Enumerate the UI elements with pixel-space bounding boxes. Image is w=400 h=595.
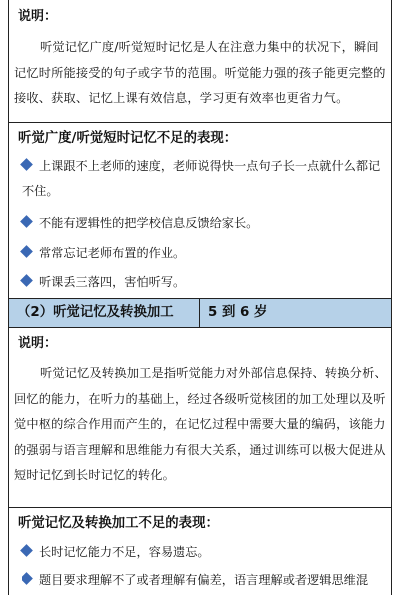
list-item: 长时记忆能力不足，容易遗忘。 [22, 540, 386, 565]
section-title: （2）听觉记忆及转换加工 [17, 305, 174, 320]
description-paragraph: 听觉记忆及转换加工是指听觉能力对外部信息保持、转换分析、回忆的能力，在听力的基础上，经过各级听觉核团的加工处理以及听觉中枢的综合作用而产生的，在记忆过程中需要大量的编码，该能力的强弱与语言理解和思维能力有很大关系，通过训练可以极大促进从短时记忆到长时记忆的转化。 [14, 366, 387, 482]
list-item: 听课丢三落四，害怕听写。 [22, 270, 386, 295]
description-paragraph: 听觉记忆广度/听觉短时记忆是人在注意力集中的状况下，瞬间记忆时所能接受的句子或字节的范围。听觉能力强的孩子能更完整的接收、获取、记忆上课有效信息，学习更有效率也更省力气。 [14, 40, 386, 105]
diamond-bullet-icon [20, 158, 33, 171]
diamond-bullet-icon [20, 544, 33, 557]
list-item: 题目要求理解不了或者理解有偏差，语言理解或者逻辑思维混 [22, 568, 386, 593]
diamond-bullet-icon [20, 274, 33, 287]
row-divider [8, 327, 392, 328]
age-range: 5 到 6 岁 [199, 299, 391, 327]
section-label: 说明： [18, 9, 58, 24]
section-heading: 听觉记忆及转换加工不足的表现： [18, 516, 219, 531]
list-item: 不能有逻辑性的把学校信息反馈给家长。 [22, 211, 386, 236]
list-item: 常常忘记老师布置的作业。 [22, 241, 386, 266]
list-item: 上课跟不上老师的速度，老师说得快一点句子长一点就什么都记不住。 [22, 159, 381, 198]
section-title-band [9, 299, 391, 327]
diamond-bullet-icon [20, 245, 33, 258]
diamond-bullet-icon [22, 572, 33, 585]
row-divider [8, 507, 392, 508]
section-heading: 听觉广度/听觉短时记忆不足的表现： [18, 131, 238, 146]
section-label: 说明： [18, 336, 58, 351]
diamond-bullet-icon [20, 215, 33, 228]
row-divider [8, 122, 392, 123]
